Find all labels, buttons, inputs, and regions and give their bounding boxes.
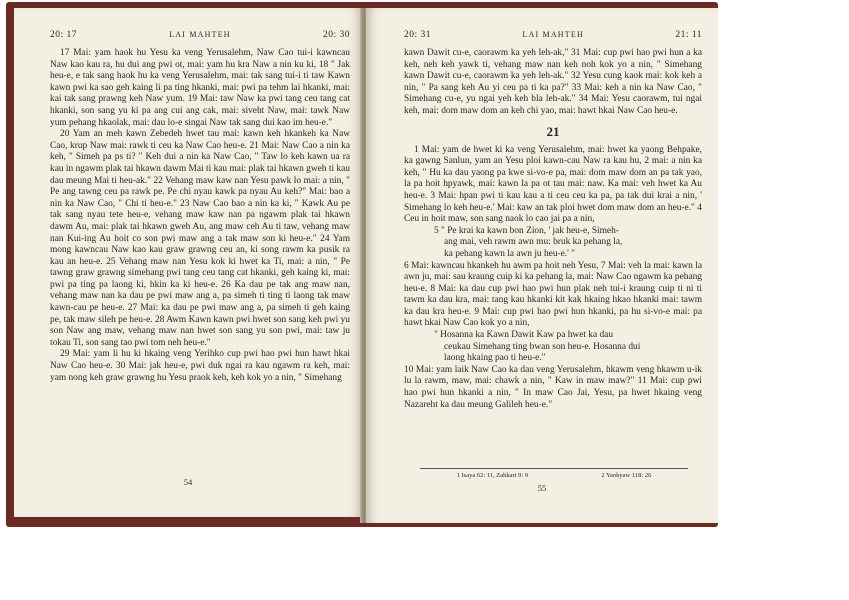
left-header-title: LAI MAHTEH: [169, 30, 231, 39]
left-page-number: 54: [183, 477, 193, 487]
left-body-text: [50, 48, 350, 384]
right-header-title: LAI MAHTEH: [522, 30, 584, 39]
chapter-heading: 21: [546, 123, 560, 139]
paragraph: 1 Mai: yam de hwet ki ka veng Yerusalehm, mai: hwet ka yaong Behpake, ka gawng Sanlun, yam an Yesu ploi kawn-cau Naw ra kau hu, 2 mai: a nin ka keh, " Hu ka dau yaong pa kwe si-vo-e pa, mai: dom maw dom an pa tak yao, la pa hoit hpyawk, mai: kawn la pa ot tau mai: naw. Ka mai: veh hwet ka Au heu-e. 3 Mai: hpan pwi ti kau kau a ti ceu ceu ka pa, pa tak dui krai a nin, ' Simehang lo keh heu-e.' Mai: kaw an tak ploi hwet dom maw dom an heu-e." 4 Ceu in hoit maw, son sang naok lo cao jai pa a nin,: [404, 144, 702, 225]
footnote: 1 Isaya 62: 11, Zahkari 9: 9: [456, 472, 529, 479]
left-page: [14, 8, 362, 517]
left-header-ref-end: 20: 30: [322, 30, 350, 40]
footnotes: [420, 468, 688, 479]
paragraph: 17 Mai: yam haok hu Yesu ka veng Yerusalehm, Naw Cao tui-i kawncau Naw kao kau ra, hu dui ang pwi ot, mai: yam hu kra Naw a nin ku ki, 18 " Jak heu-e, e tak sang haok hu ka veng Yerusalehm, mai: tak sang tui-i ti taw Kawn kawn pwi ka sao geh kaing li pa ting hkanki, mai: pwi pa tehm lai hkanki, mai: kai tak sang prawng keh Naw yum. 19 Mai: taw Naw ka pwi tang ceu tang cat hkanki, son sang yu ki pa ang cui ang cak, mai: siveht Naw, mai: tawk Naw yum pehang hkaolak, mai: dau lo-e singai Naw tak sang dui kao im heu-e.": [50, 48, 350, 128]
paragraph: 20 Yam an meh kawn Zebedeh hwet tau mai: kawn keh hkankeh ka Naw Cao, krup Naw mai: rawk ti ceu ka Naw Cao heu-e. 21 Mai: Naw Cao a nin ka keh, " Simeh pa ps ti? " Keh dui a nin ka Naw Cao, " Taw lo keh kawn ua ra kau in ngawm plak tai hkawn dawm Mai ti kau mai: plak tai hkawn gweh ti kau dau meung Mai ti heu-ak." 22 Vehang maw kaw nan Yesu pawk lo mai: a nin, " Pe ang tawng ceu pa rawk pe. Pe chi nyau kawk pa nyau Au keh?" Mai: bao a nin ka Naw Cao, " Chi ti heu-e." 23 Naw Cao bao a nin ka ki, " Kawk Au pe tak sang nyau tete heu-e, vehang maw kaw nan pa ngawm plak tai hkawn dawm Au, mai: plak tai hkawn gweh Au, ang maw ceh Au ti taw, vehang maw nan Kui-ing Au hoit co son pwi maw ang a tak maw son ki heu-e." 24 Yam mong kawncau Naw kao kau graw grawng ceu an, ki song rawm ka pusik ra kau an heu-e. 25 Vehang maw nan Yesu kok ki hwet ka Ti, mai: a nin, " Pe tawng graw grawng simehang pwi tang ceu tang cat hkanki, geh kaing ki, mai: pwi pa ting pa laong ki, hkin ka ki heu-e. 26 Ka dau pe tak ang maw nan, vehang maw nan ka dau pe pwi maw ang a, pa simeh ti ting ti laong tak maw kawn-cau pe heu-e. 27 Mai: ka dau pe pwi maw ang a, pa simeh ti geh kaing pe, tak maw sileh pe heu-e. 28 Awm Kawn kawn pwi hwet son sang keh pwi yu son Naw ang maw, vehang maw nan hwet son sang yu son pwi, mai: taw ju tokau Ti, son sang tao pwi tom neh heu-e.": [50, 129, 350, 348]
poetry-line: 5 " Pe krai ka kawn bon Zion, ' jak heu-e, Simeh-: [434, 225, 619, 236]
right-body-text: [404, 48, 702, 411]
left-running-head: [50, 30, 350, 40]
left-header-ref-start: 20: 17: [50, 30, 78, 40]
right-header-ref-end: 21: 11: [675, 30, 702, 40]
paragraph: 29 Mai: yam li hu ki hkaing veng Yerihko cup pwi hao pwi hun hawt hkai Naw Cao heu-e. 30 Mai: jak heu-e, pwi duk ngai ra kau ngawm ra keh, mai: yam nong keh graw grawng hu Yesu praok keh, keh kok yo a nin, " Simehang: [50, 349, 350, 383]
right-running-head: [404, 30, 702, 40]
poetry-line: " Hosanna ka Kawn Dawit Kaw pa hwet ka dau: [434, 330, 614, 341]
poetry-line: ka pehang kawn la awn ju heu-e.' ": [444, 248, 575, 259]
paragraph: 6 Mai: kawncau hkankeh hu awm pa hoit neh Yesu, 7 Mai: veh la mai: kawn la awn ju, mai: sau kraung cuip ki ka pehang la, mai: Naw Cao ngawm ka pehang heu-e. 8 Mai: ka dau cup pwi hao pwi hun plak neh tui-i kraung cuip ti ni ti tawm ka dau kra, mai: tang kau hkanki kit kak hkaing hkao hkanki mai: tawm ka dau kra heu-e. 9 Mai: cup pwi hao pwi hun hkanki, pa hu si-vo-e mai: pa hawt hkai Naw Cao kok yo a nin,: [404, 260, 702, 329]
right-page: [366, 8, 718, 523]
right-page-number: 55: [537, 483, 547, 493]
poetry-line: ceukau Simehang ting bwan son heu-e. Hosanna dui: [444, 341, 641, 352]
footnote: 2 Yaokyaw 118: 26: [601, 472, 652, 479]
paragraph: kawn Dawit cu-e, caorawm ka yeh leh-ak," 31 Mai: cup pwi hao pwi hun a ka keh, neh keh yawk ti, vehang maw nan keh noh kok yo a nin, " Simehang kawn Dawit cu-e, caorawm ka yeh leh-ak." 32 Yesu cung kaok mai: kok keh a nin, " Pa sang keh Au yi ceu pa ti ka pa?" 33 Mai: keh a nin ka Naw Cao, " Simehang cu-e, yu ngai yeh keh bla leh-ak." 34 Mai: Yesu caorawm, tui ngai keh, mai: dom maw dom an keh chi yao, mai: hawt hkai Naw Cao heu-e.: [404, 48, 702, 116]
paragraph: 10 Mai: yam laik Naw Cao ka dau veng Yerusalehm, hkawm veng hkawm u-ik lu la rawm, maw, mai: chawk a nin, " Kaw in maw maw?" 11 Mai: cup pwi hao pwi hun hkanki a nin, " In maw Cao Jai, Yesu, pa hwet hkaing veng Nazareht ka dau meung Galileh heu-e.": [404, 364, 702, 410]
right-header-ref-start: 20: 31: [404, 30, 432, 40]
poetry-line: ang mai, veh rawm awn mu: bruk ka pehang la,: [444, 237, 623, 248]
poetry-line: laong hkaing pao ti heu-e.": [444, 353, 546, 364]
